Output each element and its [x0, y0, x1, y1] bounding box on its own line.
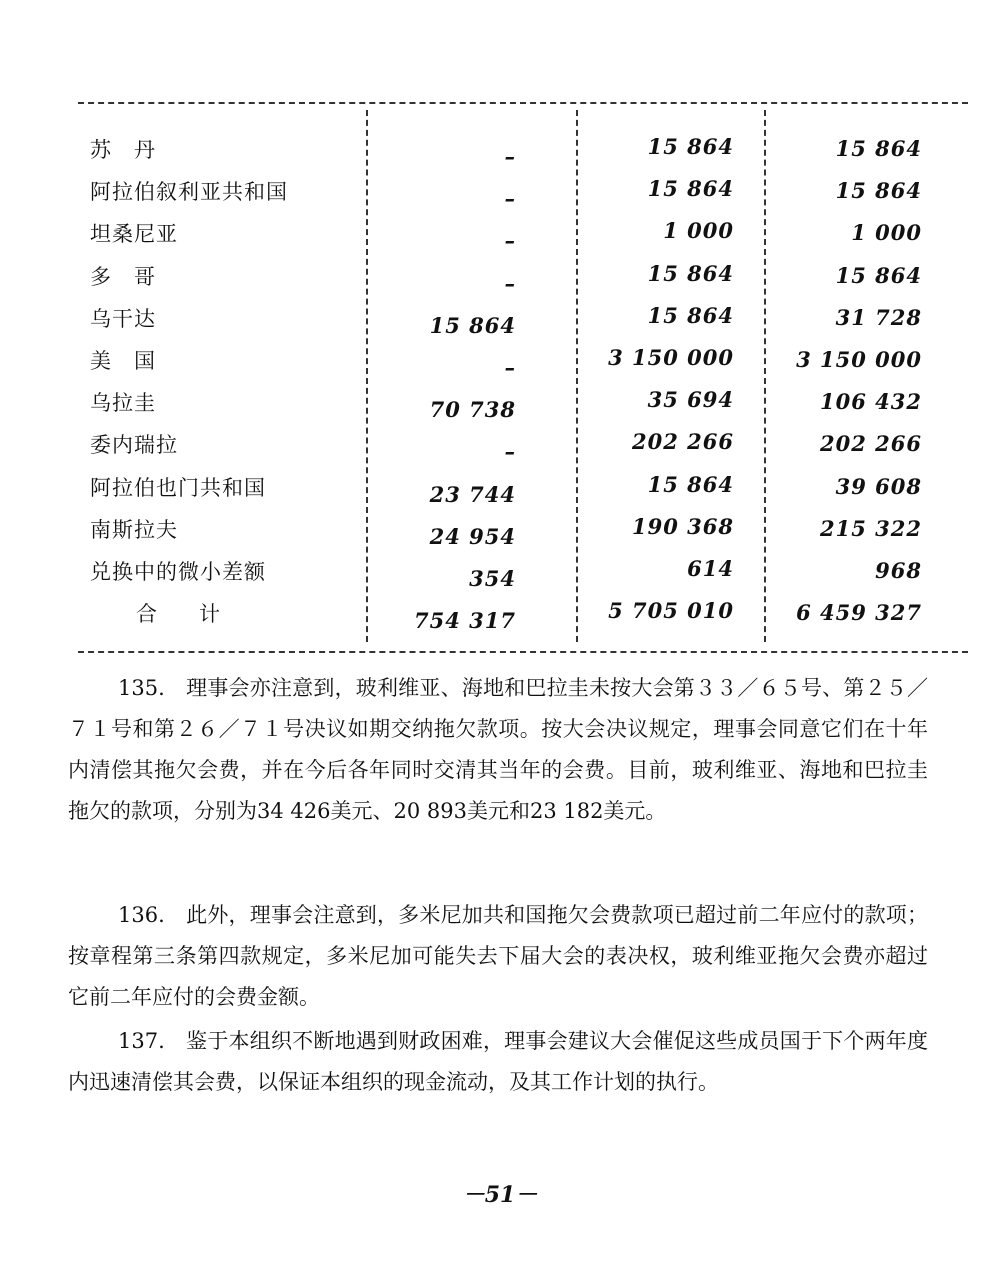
table-row — [0, 466, 1000, 508]
table-row — [0, 381, 1000, 423]
current-value: 15 864 — [647, 302, 734, 328]
current-value: 15 864 — [647, 471, 734, 497]
arrears-value: – — [504, 439, 516, 465]
paragraph-137: 137. 鉴于本组织不断地遇到财政困难，理事会建议大会催促这些成员国于下个两年度内迅速清偿其会费，以保证本组织的现金流动，及其工作计划的执行。 — [68, 1029, 928, 1094]
table-row — [0, 255, 1000, 297]
arrears-value: – — [504, 228, 516, 254]
current-value: 15 864 — [647, 134, 734, 159]
current-value: 3 150 000 — [608, 344, 734, 370]
current-value: 614 — [687, 555, 734, 581]
country-name: 南斯拉夫 — [90, 517, 178, 542]
arrears-value: – — [504, 354, 516, 380]
total-value: 31 728 — [835, 304, 922, 330]
country-name: 美 国 — [90, 348, 156, 373]
total-value: 1 000 — [851, 220, 922, 246]
total-value: 3 150 000 — [796, 346, 922, 372]
total-value: 968 — [875, 557, 922, 583]
page-number: －51－ — [462, 1182, 538, 1208]
contributions-table — [0, 128, 1000, 634]
paragraph-136: 136. 此外，理事会注意到，多米尼加共和国拖欠会费款项已超过前二年应付的款项；按章程第三条第四款规定，多米尼加可能失去下届大会的表决权，玻利维亚拖欠会费亦超过它前二年应付的会费金额。 — [68, 903, 928, 1009]
country-name: 乌干达 — [90, 306, 156, 331]
arrears-value: – — [504, 144, 516, 169]
country-name: 苏 丹 — [90, 138, 156, 162]
country-name: 阿拉伯叙利亚共和国 — [90, 180, 288, 205]
table-row — [0, 297, 1000, 339]
total-value: 202 266 — [820, 431, 922, 457]
current-value: 15 864 — [647, 176, 734, 202]
current-value: 202 266 — [632, 429, 734, 455]
table-row — [0, 550, 1000, 592]
total-current-value: 5 705 010 — [608, 598, 734, 624]
country-name: 委内瑞拉 — [90, 433, 178, 458]
table-top-rule — [78, 102, 968, 104]
arrears-value: 23 744 — [429, 481, 516, 507]
grand-total-value: 6 459 327 — [796, 600, 922, 626]
arrears-value: 70 738 — [429, 397, 516, 423]
arrears-value: 354 — [469, 565, 516, 591]
paragraph-135: 135. 理事会亦注意到，玻利维亚、海地和巴拉圭未按大会第３３／６５号、第２５／７１号和第２６／７１号决议如期交纳拖欠款项。按大会决议规定，理事会同意它们在十年内清偿其拖欠会费，并在今后各年同时交清其当年的会费。目前，玻利维亚、海地和巴拉圭拖欠的款项，分别为34 426美元、20 893美元和23 182美元。 — [68, 676, 928, 823]
arrears-value: 15 864 — [429, 312, 516, 338]
current-value: 190 368 — [632, 513, 734, 539]
table-row — [0, 212, 1000, 254]
total-value: 15 864 — [835, 136, 922, 161]
table-row — [0, 170, 1000, 212]
country-name: 多 哥 — [90, 264, 156, 289]
current-value: 15 864 — [647, 260, 734, 286]
table-total-row — [0, 592, 1000, 634]
table-row — [0, 423, 1000, 465]
total-label: 合 计 — [136, 602, 220, 627]
total-value: 15 864 — [835, 262, 922, 288]
current-value: 35 694 — [647, 387, 734, 413]
total-value: 15 864 — [835, 178, 922, 204]
arrears-value: – — [504, 270, 516, 296]
total-value: 106 432 — [820, 389, 922, 415]
current-value: 1 000 — [663, 218, 734, 244]
table-row — [0, 128, 1000, 170]
table-bottom-rule — [78, 651, 968, 653]
country-name: 兑换中的微小差额 — [90, 559, 266, 584]
total-value: 215 322 — [820, 515, 922, 541]
arrears-value: – — [504, 186, 516, 212]
arrears-value: 24 954 — [429, 523, 516, 549]
total-arrears-value: 754 317 — [414, 608, 516, 634]
table-row — [0, 508, 1000, 550]
country-name: 坦桑尼亚 — [90, 222, 178, 247]
country-name: 阿拉伯也门共和国 — [90, 475, 266, 500]
country-name: 乌拉圭 — [90, 391, 156, 416]
total-value: 39 608 — [835, 473, 922, 499]
table-row — [0, 339, 1000, 381]
